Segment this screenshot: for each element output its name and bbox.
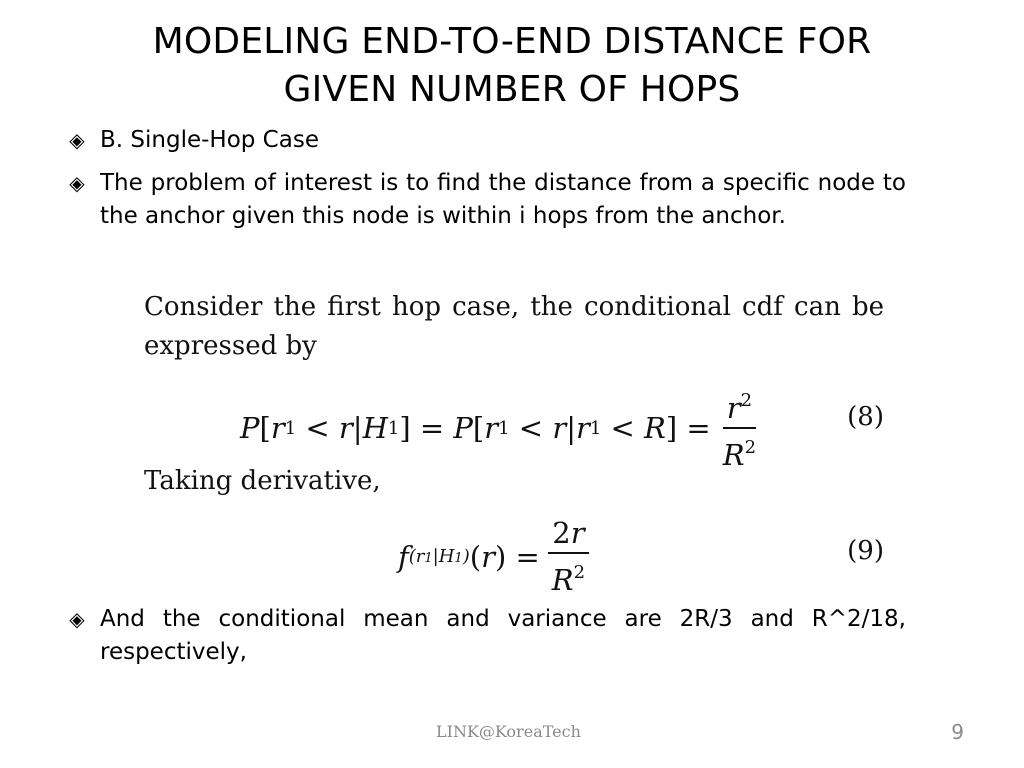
title-line-2: GIVEN NUMBER OF HOPS <box>283 69 741 110</box>
diamond-bullet-icon: ◈ <box>69 607 85 631</box>
footer-text: LINK@KoreaTech <box>436 722 581 741</box>
title-line-1: MODELING END-TO-END DISTANCE FOR <box>152 21 872 62</box>
taking-derivative-text: Taking derivative, <box>144 466 381 496</box>
excerpt-intro-text: Consider the first hop case, the conditional cdf can be expressed by <box>144 292 884 361</box>
diamond-bullet-icon: ◈ <box>69 128 85 152</box>
bullet-text: And the conditional mean and variance are 2R/3 and R^2/18, respectively, <box>100 606 906 665</box>
bullet-text: The problem of interest is to find the distance from a specific node to the anchor given this node is within i hops from the anchor. <box>100 170 906 229</box>
bullet-text: B. Single-Hop Case <box>100 127 319 153</box>
equation-9: f (r1|H1) ( r ) = $\frac{2r}{R^2}$ <box>398 516 589 597</box>
equation-9-number: (9) <box>847 536 884 566</box>
bullet-item <box>66 603 906 669</box>
equation-8-number: (8) <box>847 402 884 432</box>
bullet-item <box>66 124 906 157</box>
diamond-bullet-icon: ◈ <box>69 171 85 195</box>
slide-title <box>60 18 964 114</box>
equation-8: P [ r 1 < r | H 1 ] = P [ r 1 < r | r 1 < R ] = $\frac{r^2}{R^2}$ <box>240 384 760 472</box>
bullet-item <box>66 167 906 233</box>
page-number: 9 <box>951 720 964 744</box>
paper-excerpt <box>144 288 884 598</box>
